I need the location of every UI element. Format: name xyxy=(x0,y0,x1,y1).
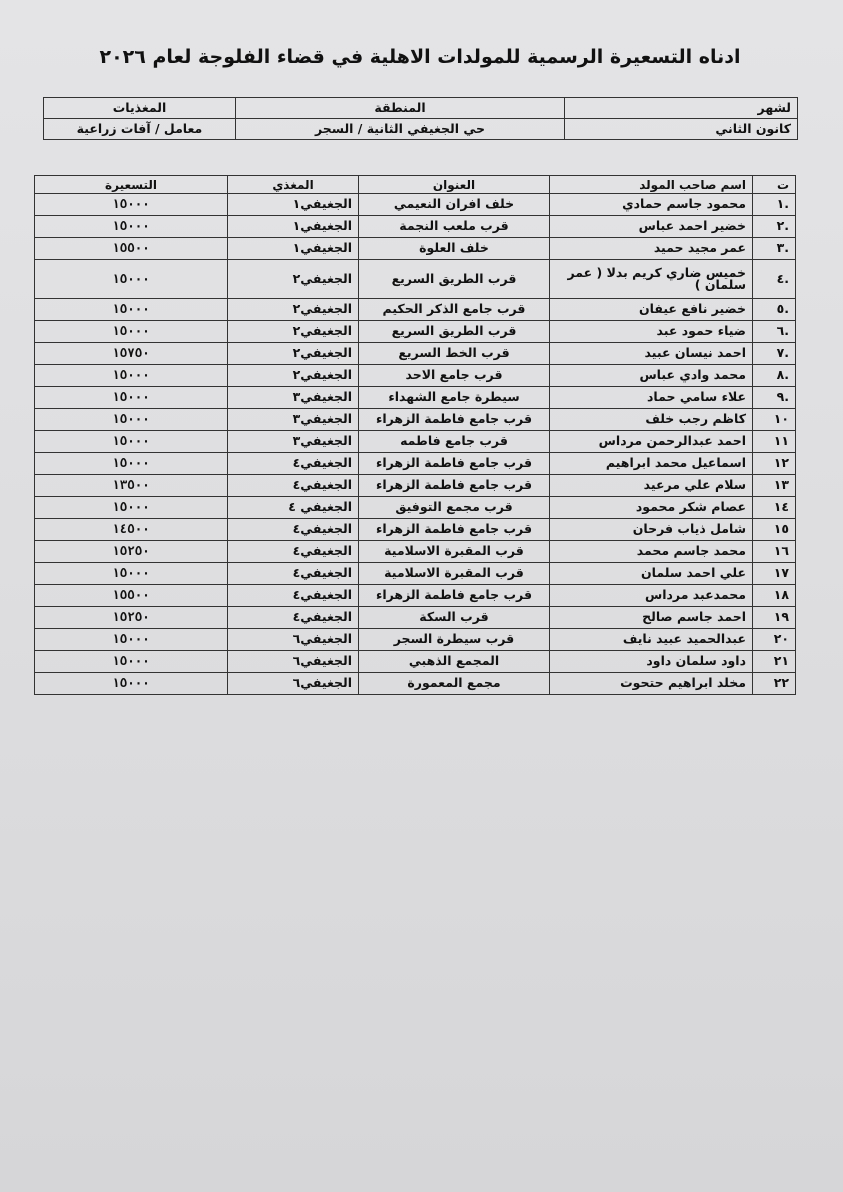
table-row xyxy=(35,519,796,541)
address-cell: سيطرة جامع الشهداء xyxy=(359,387,550,409)
address-cell: قرب الطريق السريع xyxy=(359,260,550,299)
address-cell: قرب جامع فاطمه xyxy=(359,431,550,453)
feeders-header: المغذيات xyxy=(44,98,236,119)
table-row xyxy=(35,321,796,343)
info-table xyxy=(43,97,798,140)
price-cell: ١٥٠٠٠ xyxy=(35,409,228,431)
feeder-cell: الجغيفي٦ xyxy=(228,651,359,673)
feeder-cell: الجغيفي٤ xyxy=(228,585,359,607)
price-cell: ١٥٠٠٠ xyxy=(35,321,228,343)
feeder-cell: الجغيفي٦ xyxy=(228,629,359,651)
region-value: حي الجغيفي الثانية / السجر xyxy=(236,119,565,140)
col-header-number: ت xyxy=(753,176,796,194)
row-number-cell: ١١ xyxy=(753,431,796,453)
row-number-cell: .٦ xyxy=(753,321,796,343)
col-header-address: العنوان xyxy=(359,176,550,194)
col-header-owner: اسم صاحب المولد xyxy=(550,176,753,194)
feeder-cell: الجغيفي٢ xyxy=(228,365,359,387)
address-cell: المجمع الذهبي xyxy=(359,651,550,673)
price-cell: ١٥٠٠٠ xyxy=(35,431,228,453)
owner-name-cell: احمد نيسان عبيد xyxy=(550,343,753,365)
address-cell: قرب الخط السريع xyxy=(359,343,550,365)
price-cell: ١٥٠٠٠ xyxy=(35,453,228,475)
row-number-cell: ١٣ xyxy=(753,475,796,497)
table-row xyxy=(35,194,796,216)
table-row xyxy=(35,453,796,475)
row-number-cell: ٢١ xyxy=(753,651,796,673)
address-cell: قرب ملعب النجمة xyxy=(359,216,550,238)
col-header-price: التسعيرة xyxy=(35,176,228,194)
region-header: المنطقة xyxy=(236,98,565,119)
owner-name-cell: عبدالحميد عبيد نايف xyxy=(550,629,753,651)
owner-name-cell: علاء سامي حماد xyxy=(550,387,753,409)
address-cell: قرب جامع الاحد xyxy=(359,365,550,387)
table-body xyxy=(35,194,796,695)
address-cell: قرب الطريق السريع xyxy=(359,321,550,343)
owner-name-cell: خميس ضاري كريم بدلا ( عمر سلمان ) xyxy=(550,260,753,299)
feeder-cell: الجغيفي٢ xyxy=(228,343,359,365)
feeder-cell: الجغيفي٤ xyxy=(228,519,359,541)
row-number-cell: ١٩ xyxy=(753,607,796,629)
price-cell: ١٥٠٠٠ xyxy=(35,651,228,673)
feeder-cell: الجغيفي٤ xyxy=(228,453,359,475)
price-cell: ١٥٥٠٠ xyxy=(35,585,228,607)
month-value: كانون الثاني xyxy=(565,119,798,140)
address-cell: قرب السكة xyxy=(359,607,550,629)
address-cell: قرب جامع فاطمة الزهراء xyxy=(359,453,550,475)
table-header-row xyxy=(35,176,796,194)
address-cell: خلف العلوة xyxy=(359,238,550,260)
table-row xyxy=(35,673,796,695)
address-cell: قرب جامع الذكر الحكيم xyxy=(359,299,550,321)
table-row xyxy=(35,260,796,299)
row-number-cell: ١٥ xyxy=(753,519,796,541)
price-cell: ١٥٠٠٠ xyxy=(35,629,228,651)
feeder-cell: الجغيفي٣ xyxy=(228,387,359,409)
feeder-cell: الجغيفي١ xyxy=(228,194,359,216)
owner-name-cell: اسماعيل محمد ابراهيم xyxy=(550,453,753,475)
address-cell: مجمع المعمورة xyxy=(359,673,550,695)
table-row xyxy=(35,585,796,607)
row-number-cell: ١٧ xyxy=(753,563,796,585)
owner-name-cell: محمود جاسم حمادي xyxy=(550,194,753,216)
price-cell: ١٥٠٠٠ xyxy=(35,673,228,695)
feeder-cell: الجغيفي ٤ xyxy=(228,497,359,519)
row-number-cell: ٢٠ xyxy=(753,629,796,651)
owner-name-cell: محمد جاسم محمد xyxy=(550,541,753,563)
generators-table xyxy=(34,175,796,695)
address-cell: قرب جامع فاطمة الزهراء xyxy=(359,409,550,431)
feeder-cell: الجغيفي٤ xyxy=(228,475,359,497)
row-number-cell: .٨ xyxy=(753,365,796,387)
table-row xyxy=(35,387,796,409)
owner-name-cell: محمدعبد مرداس xyxy=(550,585,753,607)
price-cell: ١٥٢٥٠ xyxy=(35,541,228,563)
row-number-cell: .١ xyxy=(753,194,796,216)
price-cell: ١٤٥٠٠ xyxy=(35,519,228,541)
price-cell: ١٥٥٠٠ xyxy=(35,238,228,260)
price-cell: ١٥٠٠٠ xyxy=(35,365,228,387)
table-row xyxy=(35,409,796,431)
row-number-cell: ١٦ xyxy=(753,541,796,563)
owner-name-cell: احمد عبدالرحمن مرداس xyxy=(550,431,753,453)
feeder-cell: الجغيفي٢ xyxy=(228,299,359,321)
owner-name-cell: محمد وادي عباس xyxy=(550,365,753,387)
owner-name-cell: علي احمد سلمان xyxy=(550,563,753,585)
price-cell: ١٥٢٥٠ xyxy=(35,607,228,629)
feeder-cell: الجغيفي٤ xyxy=(228,563,359,585)
owner-name-cell: مخلد ابراهيم حتحوت xyxy=(550,673,753,695)
owner-name-cell: سلام علي مرعيد xyxy=(550,475,753,497)
address-cell: قرب المقبرة الاسلامية xyxy=(359,541,550,563)
row-number-cell: ١٨ xyxy=(753,585,796,607)
table-row xyxy=(35,299,796,321)
feeder-cell: الجغيفي٤ xyxy=(228,607,359,629)
info-value-row xyxy=(44,119,798,140)
address-cell: قرب جامع فاطمة الزهراء xyxy=(359,585,550,607)
feeder-cell: الجغيفي١ xyxy=(228,238,359,260)
price-cell: ١٥٠٠٠ xyxy=(35,260,228,299)
row-number-cell: ١٤ xyxy=(753,497,796,519)
row-number-cell: .٢ xyxy=(753,216,796,238)
table-row xyxy=(35,365,796,387)
row-number-cell: .٤ xyxy=(753,260,796,299)
owner-name-cell: احمد جاسم صالح xyxy=(550,607,753,629)
price-cell: ١٥٠٠٠ xyxy=(35,563,228,585)
table-row xyxy=(35,238,796,260)
address-cell: قرب جامع فاطمة الزهراء xyxy=(359,475,550,497)
price-cell: ١٥٠٠٠ xyxy=(35,497,228,519)
address-cell: خلف افران النعيمي xyxy=(359,194,550,216)
price-cell: ١٥٧٥٠ xyxy=(35,343,228,365)
owner-name-cell: خضير نافع عيفان xyxy=(550,299,753,321)
feeders-value: معامل / آفات زراعية xyxy=(44,119,236,140)
feeder-cell: الجغيفي٢ xyxy=(228,321,359,343)
table-row xyxy=(35,343,796,365)
owner-name-cell: عمر مجيد حميد xyxy=(550,238,753,260)
price-cell: ١٥٠٠٠ xyxy=(35,299,228,321)
row-number-cell: .٥ xyxy=(753,299,796,321)
table-row xyxy=(35,563,796,585)
row-number-cell: ١٠ xyxy=(753,409,796,431)
table-row xyxy=(35,431,796,453)
table-row xyxy=(35,216,796,238)
address-cell: قرب مجمع التوفيق xyxy=(359,497,550,519)
row-number-cell: .٩ xyxy=(753,387,796,409)
col-header-feeder: المغذي xyxy=(228,176,359,194)
price-cell: ١٥٠٠٠ xyxy=(35,387,228,409)
document-title: ادناه التسعيرة الرسمية للمولدات الاهلية في قضاء الفلوجة لعام ٢٠٢٦ xyxy=(99,46,741,68)
owner-name-cell: عصام شكر محمود xyxy=(550,497,753,519)
feeder-cell: الجغيفي٣ xyxy=(228,409,359,431)
table-row xyxy=(35,475,796,497)
feeder-cell: الجغيفي٣ xyxy=(228,431,359,453)
feeder-cell: الجغيفي٤ xyxy=(228,541,359,563)
owner-name-cell: ضياء حمود عبد xyxy=(550,321,753,343)
table-row xyxy=(35,497,796,519)
row-number-cell: ٢٢ xyxy=(753,673,796,695)
address-cell: قرب المقبرة الاسلامية xyxy=(359,563,550,585)
row-number-cell: ١٢ xyxy=(753,453,796,475)
address-cell: قرب سيطرة السجر xyxy=(359,629,550,651)
price-cell: ١٥٠٠٠ xyxy=(35,216,228,238)
row-number-cell: .٣ xyxy=(753,238,796,260)
owner-name-cell: خضير احمد عباس xyxy=(550,216,753,238)
price-cell: ١٥٠٠٠ xyxy=(35,194,228,216)
month-header: لشهر xyxy=(565,98,798,119)
feeder-cell: الجغيفي١ xyxy=(228,216,359,238)
address-cell: قرب جامع فاطمة الزهراء xyxy=(359,519,550,541)
owner-name-cell: كاظم رجب خلف xyxy=(550,409,753,431)
feeder-cell: الجغيفي٢ xyxy=(228,260,359,299)
table-row xyxy=(35,629,796,651)
table-row xyxy=(35,541,796,563)
feeder-cell: الجغيفي٦ xyxy=(228,673,359,695)
table-row xyxy=(35,651,796,673)
table-row xyxy=(35,607,796,629)
info-header-row xyxy=(44,98,798,119)
owner-name-cell: داود سلمان داود xyxy=(550,651,753,673)
owner-name-cell: شامل ذياب فرحان xyxy=(550,519,753,541)
row-number-cell: .٧ xyxy=(753,343,796,365)
price-cell: ١٣٥٠٠ xyxy=(35,475,228,497)
